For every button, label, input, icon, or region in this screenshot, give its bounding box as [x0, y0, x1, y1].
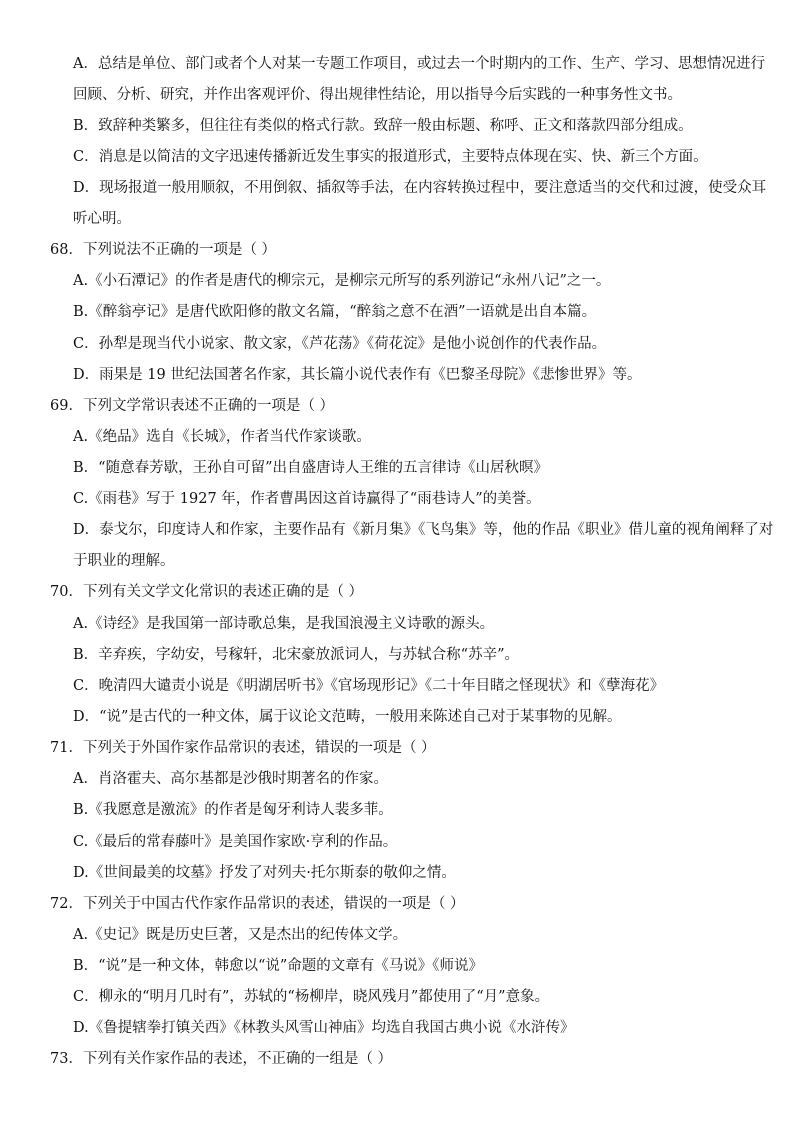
question-68: 68．下列说法不正确的一项是（ ）: [50, 242, 277, 258]
question-68-option-d: D．雨果是 19 世纪法国著名作家，其长篇小说代表作有《巴黎圣母院》《悲惨世界》等。: [73, 367, 642, 383]
question-71-option-a: A．肖洛霍夫、高尔基都是沙俄时期著名的作家。: [73, 771, 388, 787]
option-a-line-2: 回顾、分析、研究，并作出客观评价、得出规律性结论，用以指导今后实践的一种事务性文书。: [73, 87, 682, 103]
question-70: 70．下列有关文学文化常识的表述正确的是（ ）: [50, 584, 364, 600]
question-69-option-c: C.《雨巷》写于 1927 年，作者曹禺因这首诗赢得了“雨巷诗人”的美誉。: [73, 491, 541, 507]
question-73: 73．下列有关作家作品的表述，不正确的一组是（ ）: [50, 1051, 393, 1067]
question-69-option-d-line-2: 于职业的理解。: [73, 553, 175, 569]
question-72-option-c: C．柳永的“明月几时有”，苏轼的“杨柳岸，晓风残月”都使用了“月”意象。: [73, 989, 550, 1005]
option-a-line-1: A．总结是单位、部门或者个人对某一专题工作项目，或过去一个时期内的工作、生产、学习、思想情况进行: [73, 56, 765, 72]
question-70-option-c: C．晚清四大谴责小说是《明湖居听书》《官场现形记》《二十年目睹之怪现状》和《孽海花》: [73, 678, 665, 694]
question-71-option-d: D.《世间最美的坟墓》抒发了对列夫·托尔斯泰的敬仰之情。: [73, 865, 456, 881]
option-c: C．消息是以简洁的文字迅速传播新近发生事实的报道形式，主要特点体现在实、快、新三个方面。: [73, 149, 708, 165]
option-d-line-2: 听心明。: [73, 211, 131, 227]
question-72: 72．下列关于中国古代作家作品常识的表述，错误的一项是（ ）: [50, 896, 465, 912]
question-72-option-d: D.《鲁提辖拳打镇关西》《林教头风雪山神庙》均选自我国古典小说《水浒传》: [73, 1020, 575, 1036]
question-72-option-b: B．“说”是一种文体，韩愈以“说”命题的文章有《马说》《师说》: [73, 958, 484, 974]
question-68-option-b: B.《醉翁亭记》是唐代欧阳修的散文名篇，“醉翁之意不在酒”一语就是出自本篇。: [73, 304, 597, 320]
question-70-option-b: B．辛弃疾，字幼安，号稼轩，北宋豪放派词人，与苏轼合称“苏辛”。: [73, 647, 519, 663]
question-71-option-c: C.《最后的常春藤叶》是美国作家欧·亨利的作品。: [73, 834, 398, 850]
question-70-option-a: A.《诗经》是我国第一部诗歌总集，是我国浪漫主义诗歌的源头。: [73, 616, 495, 632]
question-68-option-a: A.《小石潭记》的作者是唐代的柳宗元，是柳宗元所写的系列游记“永州八记”之一。: [73, 273, 611, 289]
question-69-option-a: A.《绝品》选自《长城》，作者当代作家谈歌。: [73, 429, 371, 445]
question-71: 71．下列关于外国作家作品常识的表述，错误的一项是（ ）: [50, 740, 436, 756]
option-d-line-1: D．现场报道一般用顺叙，不用倒叙、插叙等手法，在内容转换过程中，要注意适当的交代和过渡，使受众耳: [73, 180, 767, 196]
question-69: 69．下列文学常识表述不正确的一项是（ ）: [50, 398, 335, 414]
question-69-option-b: B．“随意春芳歇，王孙自可留”出自盛唐诗人王维的五言律诗《山居秋暝》: [73, 460, 548, 476]
question-71-option-b: B.《我愿意是激流》的作者是匈牙利诗人裴多菲。: [73, 802, 393, 818]
option-b: B．致辞种类繁多，但往往有类似的格式行款。致辞一般由标题、称呼、正文和落款四部分组成。: [73, 118, 693, 134]
question-72-option-a: A.《史记》既是历史巨著，又是杰出的纪传体文学。: [73, 927, 408, 943]
question-70-option-d: D．“说”是古代的一种文体，属于议论文范畴，一般用来陈述自己对于某事物的见解。: [73, 709, 622, 725]
question-69-option-d-line-1: D．泰戈尔，印度诗人和作家，主要作品有《新月集》《飞鸟集》等，他的作品《职业》借儿童的视角阐释了对: [73, 522, 774, 538]
question-68-option-c: C．孙犁是现当代小说家、散文家，《芦花荡》《荷花淀》是他小说创作的代表作品。: [73, 336, 607, 352]
